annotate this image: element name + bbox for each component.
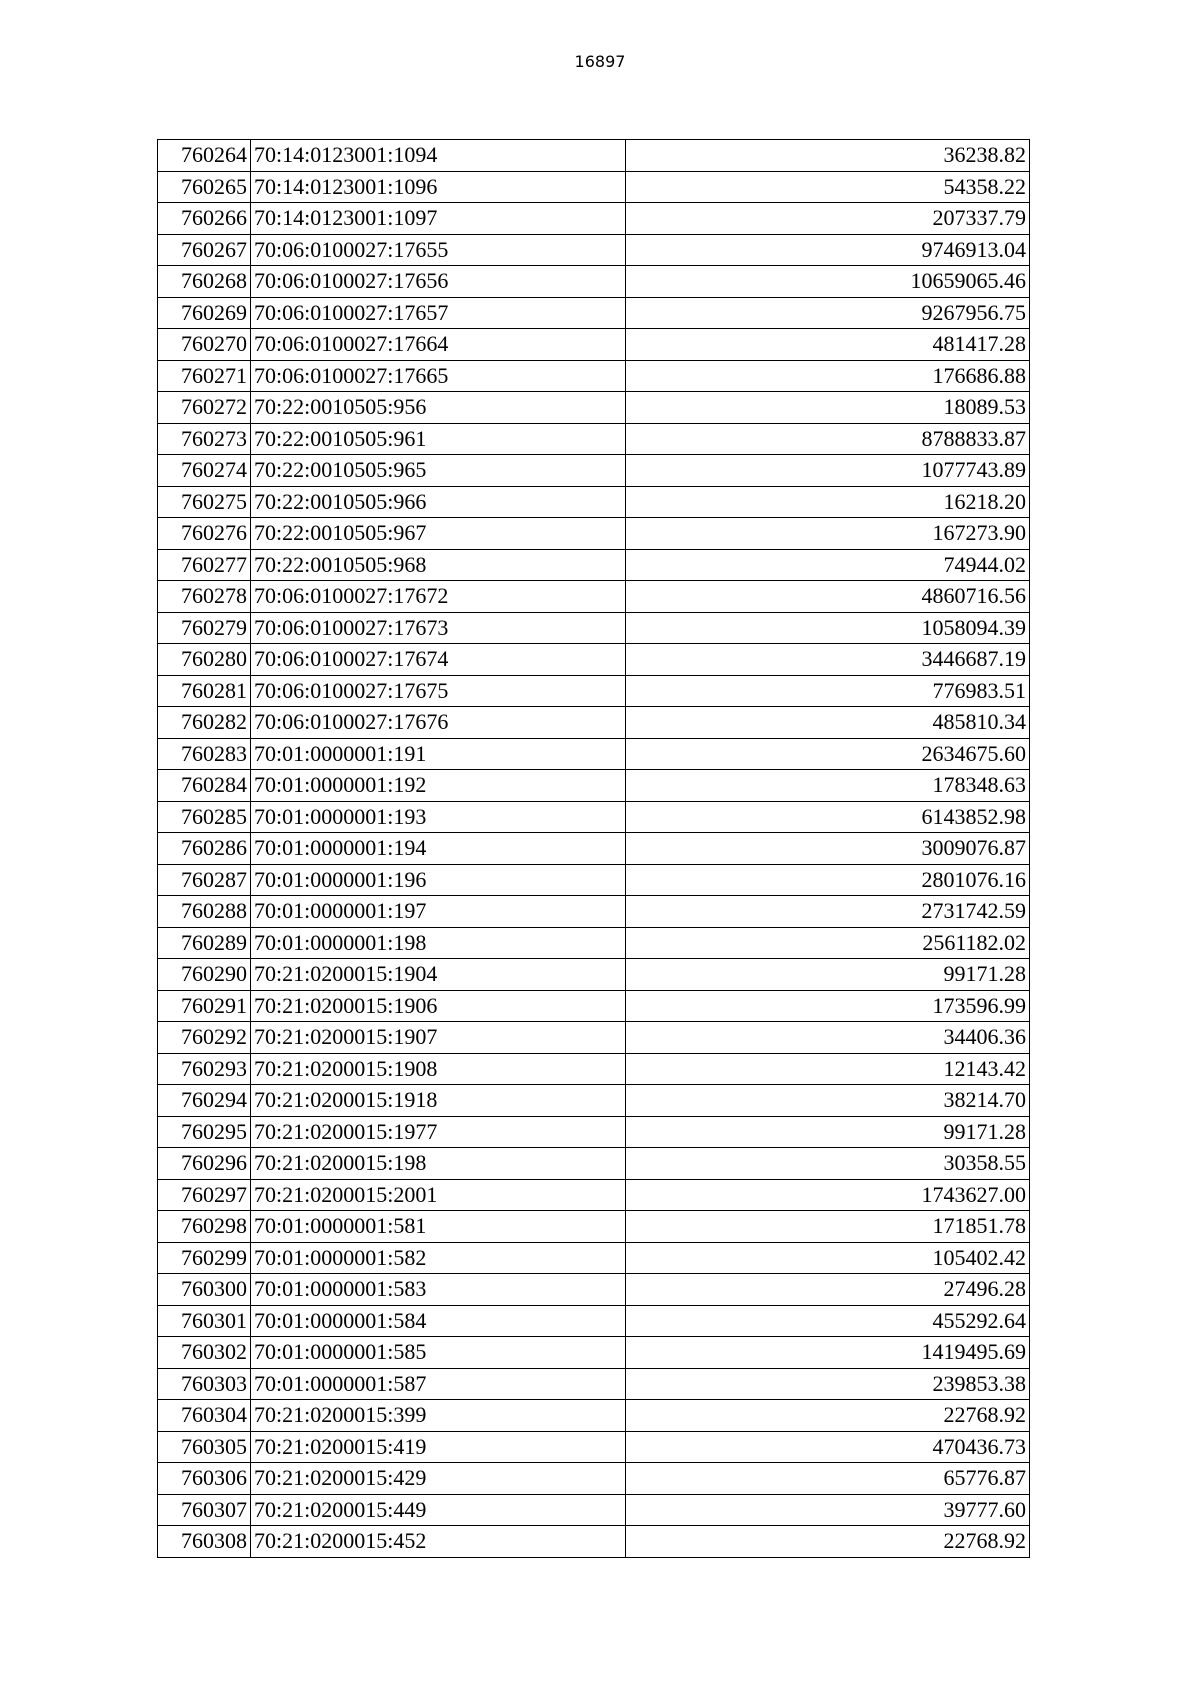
value-cell: 9746913.04 bbox=[626, 234, 1030, 266]
table-row bbox=[158, 1085, 1030, 1117]
value-cell: 167273.90 bbox=[626, 518, 1030, 550]
row-id-cell: 760272 bbox=[158, 392, 251, 424]
row-id-cell: 760274 bbox=[158, 455, 251, 487]
value-cell: 2801076.16 bbox=[626, 864, 1030, 896]
row-id-cell: 760299 bbox=[158, 1242, 251, 1274]
cadastral-number-cell: 70:06:0100027:17674 bbox=[251, 644, 626, 676]
value-cell: 239853.38 bbox=[626, 1368, 1030, 1400]
cadastral-number-cell: 70:21:0200015:1907 bbox=[251, 1022, 626, 1054]
table-row bbox=[158, 455, 1030, 487]
cadastral-number-cell: 70:22:0010505:965 bbox=[251, 455, 626, 487]
table-row bbox=[158, 171, 1030, 203]
cadastral-number-cell: 70:14:0123001:1096 bbox=[251, 171, 626, 203]
row-id-cell: 760288 bbox=[158, 896, 251, 928]
row-id-cell: 760271 bbox=[158, 360, 251, 392]
row-id-cell: 760293 bbox=[158, 1053, 251, 1085]
table-row bbox=[158, 1463, 1030, 1495]
table-row bbox=[158, 581, 1030, 613]
table-row bbox=[158, 770, 1030, 802]
cadastral-number-cell: 70:06:0100027:17665 bbox=[251, 360, 626, 392]
value-cell: 9267956.75 bbox=[626, 297, 1030, 329]
cadastral-number-cell: 70:22:0010505:967 bbox=[251, 518, 626, 550]
cadastral-number-cell: 70:01:0000001:582 bbox=[251, 1242, 626, 1274]
value-cell: 38214.70 bbox=[626, 1085, 1030, 1117]
row-id-cell: 760302 bbox=[158, 1337, 251, 1369]
cadastral-number-cell: 70:06:0100027:17673 bbox=[251, 612, 626, 644]
cadastral-number-cell: 70:22:0010505:956 bbox=[251, 392, 626, 424]
value-cell: 99171.28 bbox=[626, 1116, 1030, 1148]
cadastral-number-cell: 70:21:0200015:419 bbox=[251, 1431, 626, 1463]
value-cell: 16218.20 bbox=[626, 486, 1030, 518]
value-cell: 207337.79 bbox=[626, 203, 1030, 235]
table-row bbox=[158, 864, 1030, 896]
value-cell: 30358.55 bbox=[626, 1148, 1030, 1180]
cadastral-number-cell: 70:01:0000001:198 bbox=[251, 927, 626, 959]
value-cell: 54358.22 bbox=[626, 171, 1030, 203]
cadastral-number-cell: 70:22:0010505:961 bbox=[251, 423, 626, 455]
value-cell: 176686.88 bbox=[626, 360, 1030, 392]
table-row bbox=[158, 423, 1030, 455]
row-id-cell: 760273 bbox=[158, 423, 251, 455]
value-cell: 455292.64 bbox=[626, 1305, 1030, 1337]
cadastral-number-cell: 70:01:0000001:584 bbox=[251, 1305, 626, 1337]
table-row bbox=[158, 833, 1030, 865]
cadastral-number-cell: 70:06:0100027:17656 bbox=[251, 266, 626, 298]
value-cell: 178348.63 bbox=[626, 770, 1030, 802]
table-row bbox=[158, 1274, 1030, 1306]
table-row bbox=[158, 266, 1030, 298]
cadastral-number-cell: 70:06:0100027:17657 bbox=[251, 297, 626, 329]
cadastral-number-cell: 70:14:0123001:1094 bbox=[251, 140, 626, 172]
table-row bbox=[158, 392, 1030, 424]
value-cell: 470436.73 bbox=[626, 1431, 1030, 1463]
value-cell: 481417.28 bbox=[626, 329, 1030, 361]
table-row bbox=[158, 801, 1030, 833]
table-row bbox=[158, 1400, 1030, 1432]
value-cell: 27496.28 bbox=[626, 1274, 1030, 1306]
table-row bbox=[158, 1526, 1030, 1558]
value-cell: 171851.78 bbox=[626, 1211, 1030, 1243]
table-row bbox=[158, 140, 1030, 172]
row-id-cell: 760267 bbox=[158, 234, 251, 266]
row-id-cell: 760276 bbox=[158, 518, 251, 550]
value-cell: 1077743.89 bbox=[626, 455, 1030, 487]
value-cell: 105402.42 bbox=[626, 1242, 1030, 1274]
value-cell: 3446687.19 bbox=[626, 644, 1030, 676]
value-cell: 1058094.39 bbox=[626, 612, 1030, 644]
cadastral-number-cell: 70:01:0000001:583 bbox=[251, 1274, 626, 1306]
row-id-cell: 760286 bbox=[158, 833, 251, 865]
value-cell: 99171.28 bbox=[626, 959, 1030, 991]
table-row bbox=[158, 234, 1030, 266]
table-row bbox=[158, 297, 1030, 329]
cadastral-number-cell: 70:22:0010505:968 bbox=[251, 549, 626, 581]
value-cell: 8788833.87 bbox=[626, 423, 1030, 455]
table-row bbox=[158, 707, 1030, 739]
row-id-cell: 760266 bbox=[158, 203, 251, 235]
cadastral-number-cell: 70:01:0000001:587 bbox=[251, 1368, 626, 1400]
cadastral-number-cell: 70:21:0200015:449 bbox=[251, 1494, 626, 1526]
row-id-cell: 760270 bbox=[158, 329, 251, 361]
row-id-cell: 760305 bbox=[158, 1431, 251, 1463]
table-row bbox=[158, 203, 1030, 235]
row-id-cell: 760297 bbox=[158, 1179, 251, 1211]
cadastral-number-cell: 70:21:0200015:452 bbox=[251, 1526, 626, 1558]
cadastral-number-cell: 70:21:0200015:1906 bbox=[251, 990, 626, 1022]
cadastral-number-cell: 70:21:0200015:2001 bbox=[251, 1179, 626, 1211]
row-id-cell: 760287 bbox=[158, 864, 251, 896]
table-row bbox=[158, 612, 1030, 644]
cadastral-number-cell: 70:21:0200015:198 bbox=[251, 1148, 626, 1180]
row-id-cell: 760268 bbox=[158, 266, 251, 298]
cadastral-number-cell: 70:21:0200015:1908 bbox=[251, 1053, 626, 1085]
row-id-cell: 760304 bbox=[158, 1400, 251, 1432]
value-cell: 2731742.59 bbox=[626, 896, 1030, 928]
table-row bbox=[158, 1368, 1030, 1400]
value-cell: 485810.34 bbox=[626, 707, 1030, 739]
table-row bbox=[158, 1431, 1030, 1463]
row-id-cell: 760281 bbox=[158, 675, 251, 707]
value-cell: 18089.53 bbox=[626, 392, 1030, 424]
table-row bbox=[158, 927, 1030, 959]
table-row bbox=[158, 1242, 1030, 1274]
value-cell: 776983.51 bbox=[626, 675, 1030, 707]
cadastral-number-cell: 70:01:0000001:193 bbox=[251, 801, 626, 833]
table-row bbox=[158, 549, 1030, 581]
row-id-cell: 760277 bbox=[158, 549, 251, 581]
cadastral-value-table bbox=[157, 139, 1030, 1558]
row-id-cell: 760291 bbox=[158, 990, 251, 1022]
cadastral-number-cell: 70:14:0123001:1097 bbox=[251, 203, 626, 235]
value-cell: 65776.87 bbox=[626, 1463, 1030, 1495]
table-row bbox=[158, 1337, 1030, 1369]
table-row bbox=[158, 1179, 1030, 1211]
table-row bbox=[158, 1305, 1030, 1337]
row-id-cell: 760306 bbox=[158, 1463, 251, 1495]
cadastral-number-cell: 70:22:0010505:966 bbox=[251, 486, 626, 518]
row-id-cell: 760269 bbox=[158, 297, 251, 329]
value-cell: 1743627.00 bbox=[626, 1179, 1030, 1211]
cadastral-number-cell: 70:01:0000001:197 bbox=[251, 896, 626, 928]
table-row bbox=[158, 1116, 1030, 1148]
table-row bbox=[158, 329, 1030, 361]
table-body bbox=[158, 140, 1030, 1558]
table-row bbox=[158, 896, 1030, 928]
row-id-cell: 760264 bbox=[158, 140, 251, 172]
row-id-cell: 760285 bbox=[158, 801, 251, 833]
table-row bbox=[158, 675, 1030, 707]
row-id-cell: 760303 bbox=[158, 1368, 251, 1400]
value-cell: 12143.42 bbox=[626, 1053, 1030, 1085]
cadastral-number-cell: 70:01:0000001:196 bbox=[251, 864, 626, 896]
value-cell: 39777.60 bbox=[626, 1494, 1030, 1526]
row-id-cell: 760298 bbox=[158, 1211, 251, 1243]
value-cell: 6143852.98 bbox=[626, 801, 1030, 833]
row-id-cell: 760290 bbox=[158, 959, 251, 991]
table-row bbox=[158, 486, 1030, 518]
row-id-cell: 760308 bbox=[158, 1526, 251, 1558]
value-cell: 2561182.02 bbox=[626, 927, 1030, 959]
page-number: 16897 bbox=[574, 52, 626, 71]
value-cell: 173596.99 bbox=[626, 990, 1030, 1022]
cadastral-number-cell: 70:06:0100027:17675 bbox=[251, 675, 626, 707]
cadastral-number-cell: 70:21:0200015:429 bbox=[251, 1463, 626, 1495]
table-row bbox=[158, 1148, 1030, 1180]
value-cell: 34406.36 bbox=[626, 1022, 1030, 1054]
table-row bbox=[158, 738, 1030, 770]
value-cell: 3009076.87 bbox=[626, 833, 1030, 865]
value-cell: 36238.82 bbox=[626, 140, 1030, 172]
row-id-cell: 760279 bbox=[158, 612, 251, 644]
cadastral-number-cell: 70:06:0100027:17655 bbox=[251, 234, 626, 266]
row-id-cell: 760301 bbox=[158, 1305, 251, 1337]
table-row bbox=[158, 360, 1030, 392]
row-id-cell: 760295 bbox=[158, 1116, 251, 1148]
row-id-cell: 760278 bbox=[158, 581, 251, 613]
row-id-cell: 760296 bbox=[158, 1148, 251, 1180]
cadastral-number-cell: 70:01:0000001:191 bbox=[251, 738, 626, 770]
table-row bbox=[158, 990, 1030, 1022]
value-cell: 4860716.56 bbox=[626, 581, 1030, 613]
table-row bbox=[158, 1494, 1030, 1526]
table-row bbox=[158, 644, 1030, 676]
table-row bbox=[158, 518, 1030, 550]
table-row bbox=[158, 1022, 1030, 1054]
cadastral-number-cell: 70:06:0100027:17672 bbox=[251, 581, 626, 613]
row-id-cell: 760307 bbox=[158, 1494, 251, 1526]
row-id-cell: 760284 bbox=[158, 770, 251, 802]
value-cell: 1419495.69 bbox=[626, 1337, 1030, 1369]
cadastral-number-cell: 70:01:0000001:194 bbox=[251, 833, 626, 865]
table-row bbox=[158, 1211, 1030, 1243]
row-id-cell: 760294 bbox=[158, 1085, 251, 1117]
cadastral-number-cell: 70:01:0000001:585 bbox=[251, 1337, 626, 1369]
row-id-cell: 760280 bbox=[158, 644, 251, 676]
cadastral-number-cell: 70:06:0100027:17664 bbox=[251, 329, 626, 361]
row-id-cell: 760265 bbox=[158, 171, 251, 203]
value-cell: 74944.02 bbox=[626, 549, 1030, 581]
row-id-cell: 760275 bbox=[158, 486, 251, 518]
cadastral-number-cell: 70:01:0000001:581 bbox=[251, 1211, 626, 1243]
cadastral-number-cell: 70:06:0100027:17676 bbox=[251, 707, 626, 739]
cadastral-number-cell: 70:21:0200015:1977 bbox=[251, 1116, 626, 1148]
value-cell: 10659065.46 bbox=[626, 266, 1030, 298]
row-id-cell: 760300 bbox=[158, 1274, 251, 1306]
cadastral-number-cell: 70:21:0200015:1904 bbox=[251, 959, 626, 991]
table-row bbox=[158, 959, 1030, 991]
row-id-cell: 760289 bbox=[158, 927, 251, 959]
row-id-cell: 760292 bbox=[158, 1022, 251, 1054]
cadastral-number-cell: 70:21:0200015:399 bbox=[251, 1400, 626, 1432]
value-cell: 22768.92 bbox=[626, 1400, 1030, 1432]
cadastral-number-cell: 70:21:0200015:1918 bbox=[251, 1085, 626, 1117]
table-row bbox=[158, 1053, 1030, 1085]
value-cell: 22768.92 bbox=[626, 1526, 1030, 1558]
row-id-cell: 760282 bbox=[158, 707, 251, 739]
row-id-cell: 760283 bbox=[158, 738, 251, 770]
cadastral-number-cell: 70:01:0000001:192 bbox=[251, 770, 626, 802]
value-cell: 2634675.60 bbox=[626, 738, 1030, 770]
